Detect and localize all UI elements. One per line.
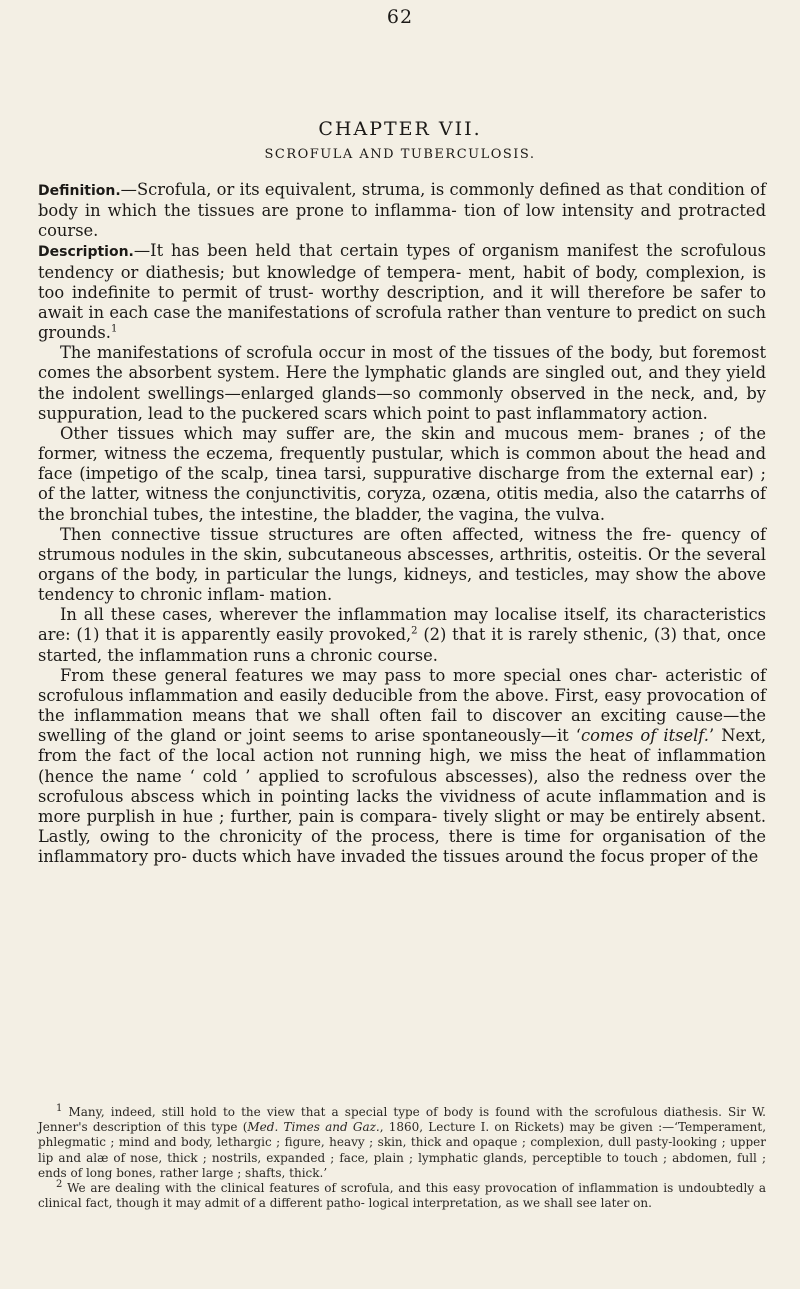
footnote-ref-1: 1	[110, 323, 118, 335]
paragraph-description	[38, 241, 766, 343]
footnote-1	[38, 1105, 766, 1181]
special-features-text-b: ’ Next, from the fact of the local action not running high, we miss the heat of inflammation (hence the name ‘ cold ’ applied to scrofulous abscesses), also the redness over the scrofulous abscess which in pointing lacks the vividness of acute inflammation and is more purplish in hue ; further, pain is compara- tively slight or may be entirely absent. Lastly, owing to the chronicity of the process, there is time for organisation of the inflammatory pro- ducts which have invaded the tissues around the focus proper of the	[38, 726, 766, 867]
special-features-text-a: From these general features we may pass to more special ones char- acteristic of scrofulous inflammation and easily deducible from the above. First, easy provocation of the inflammation means that we shall often fail to discover an exciting cause—the swelling of the gland or joint seems to arise spontaneously—it ‘	[38, 665, 766, 746]
characteristics-text-a: In all these cases, wherever the inflammation may localise itself, its characteristics are: (1) that it is apparently easily provoked,	[38, 605, 766, 645]
page-number: 62	[386, 6, 414, 28]
chapter-title: SCROFULA AND TUBERCULOSIS.	[264, 147, 536, 162]
definition-label: Definition.	[38, 183, 121, 199]
paragraph-definition	[38, 180, 766, 241]
definition-text: —Scrofula, or its equivalent, struma, is commonly defined as that condition of body in which the tissues are prone to inflamma- tion of low intensity and protracted course.	[38, 180, 766, 241]
footnote-1-text-a: Many, indeed, still hold to the view that a special type of body is found with the scrofulous diathesis. Sir W. Jenner's description of this type (	[38, 1105, 766, 1135]
description-label: Description.	[38, 244, 134, 261]
footnote-1-text-b: , 1860, Lecture I. on Rickets) may be given :—‘Temperament, phlegmatic ; mind and body, lethargic ; figure, heavy ; skin, thick and opaque ; complexion, dull pasty-looking ; upper lip and alæ of nose, thick ; nostrils, expanded ; face, plain ; lymphatic glands, perceptible to touch ; abdomen, full ; ends of long bones, rather large ; shafts, thick.’	[38, 1120, 767, 1180]
paragraph-connective-tissue: Then connective tissue structures are often affected, witness the fre- quency of strumous nodules in the skin, subcutaneous abscesses, arthritis, osteitis. Or the several organs of the body, in particular the lungs, kidneys, and testicles, may show the above tendency to chronic inflam- mation.	[38, 524, 766, 605]
footnote-1-citation: Med. Times and Gaz.	[247, 1120, 380, 1135]
footnote-2	[38, 1181, 766, 1211]
footnote-1-mark: 1	[56, 1103, 63, 1114]
chapter-heading: CHAPTER VII.	[318, 118, 482, 140]
characteristics-text-b: (2) that it is rarely sthenic, (3) that, once started, the inflammation runs a chronic course.	[38, 625, 766, 665]
description-text: —It has been held that certain types of organism manifest the scrofulous tendency or diathesis; but knowledge of tempera- ment, habit of body, complexion, is too indefinite to permit of trust- worthy description, and it will therefore be safer to await in each case the manifestations of scrofula rather than venture to predict on such grounds.	[38, 241, 766, 343]
footnote-2-mark: 2	[56, 1179, 63, 1191]
special-features-quote: comes of itself.	[580, 726, 709, 746]
paragraph-manifestations: The manifestations of scrofula occur in most of the tissues of the body, but foremost comes the absorbent system. Here the lymphatic glands are singled out, and they yield the indolent swellings—enlarged glands—so commonly observed in the neck, and, by suppuration, lead to the puckered scars which point to past inflammatory action.	[38, 343, 766, 423]
footnote-2-text: We are dealing with the clinical features of scrofula, and this easy provocation of inflammation is undoubtedly a clinical fact, though it may admit of a different patho- logical interpretation, as we shall see later on.	[38, 1181, 766, 1211]
body-text	[38, 180, 766, 867]
footnote-ref-2: 2	[411, 626, 418, 638]
paragraph-characteristics	[38, 605, 766, 665]
paragraph-other-tissues: Other tissues which may suffer are, the skin and mucous mem- branes ; of the former, witness the eczema, frequently pustular, which is common about the head and face (impetigo of the scalp, tinea tarsi, suppurative discharge from the external ear) ; of the latter, witness the conjunctivitis, coryza, ozæna, otitis media, also the catarrhs of the bronchial tubes, the intestine, the bladder, the vagina, the vulva.	[38, 423, 766, 524]
paragraph-special-features	[38, 666, 766, 868]
footnotes	[38, 1105, 766, 1211]
